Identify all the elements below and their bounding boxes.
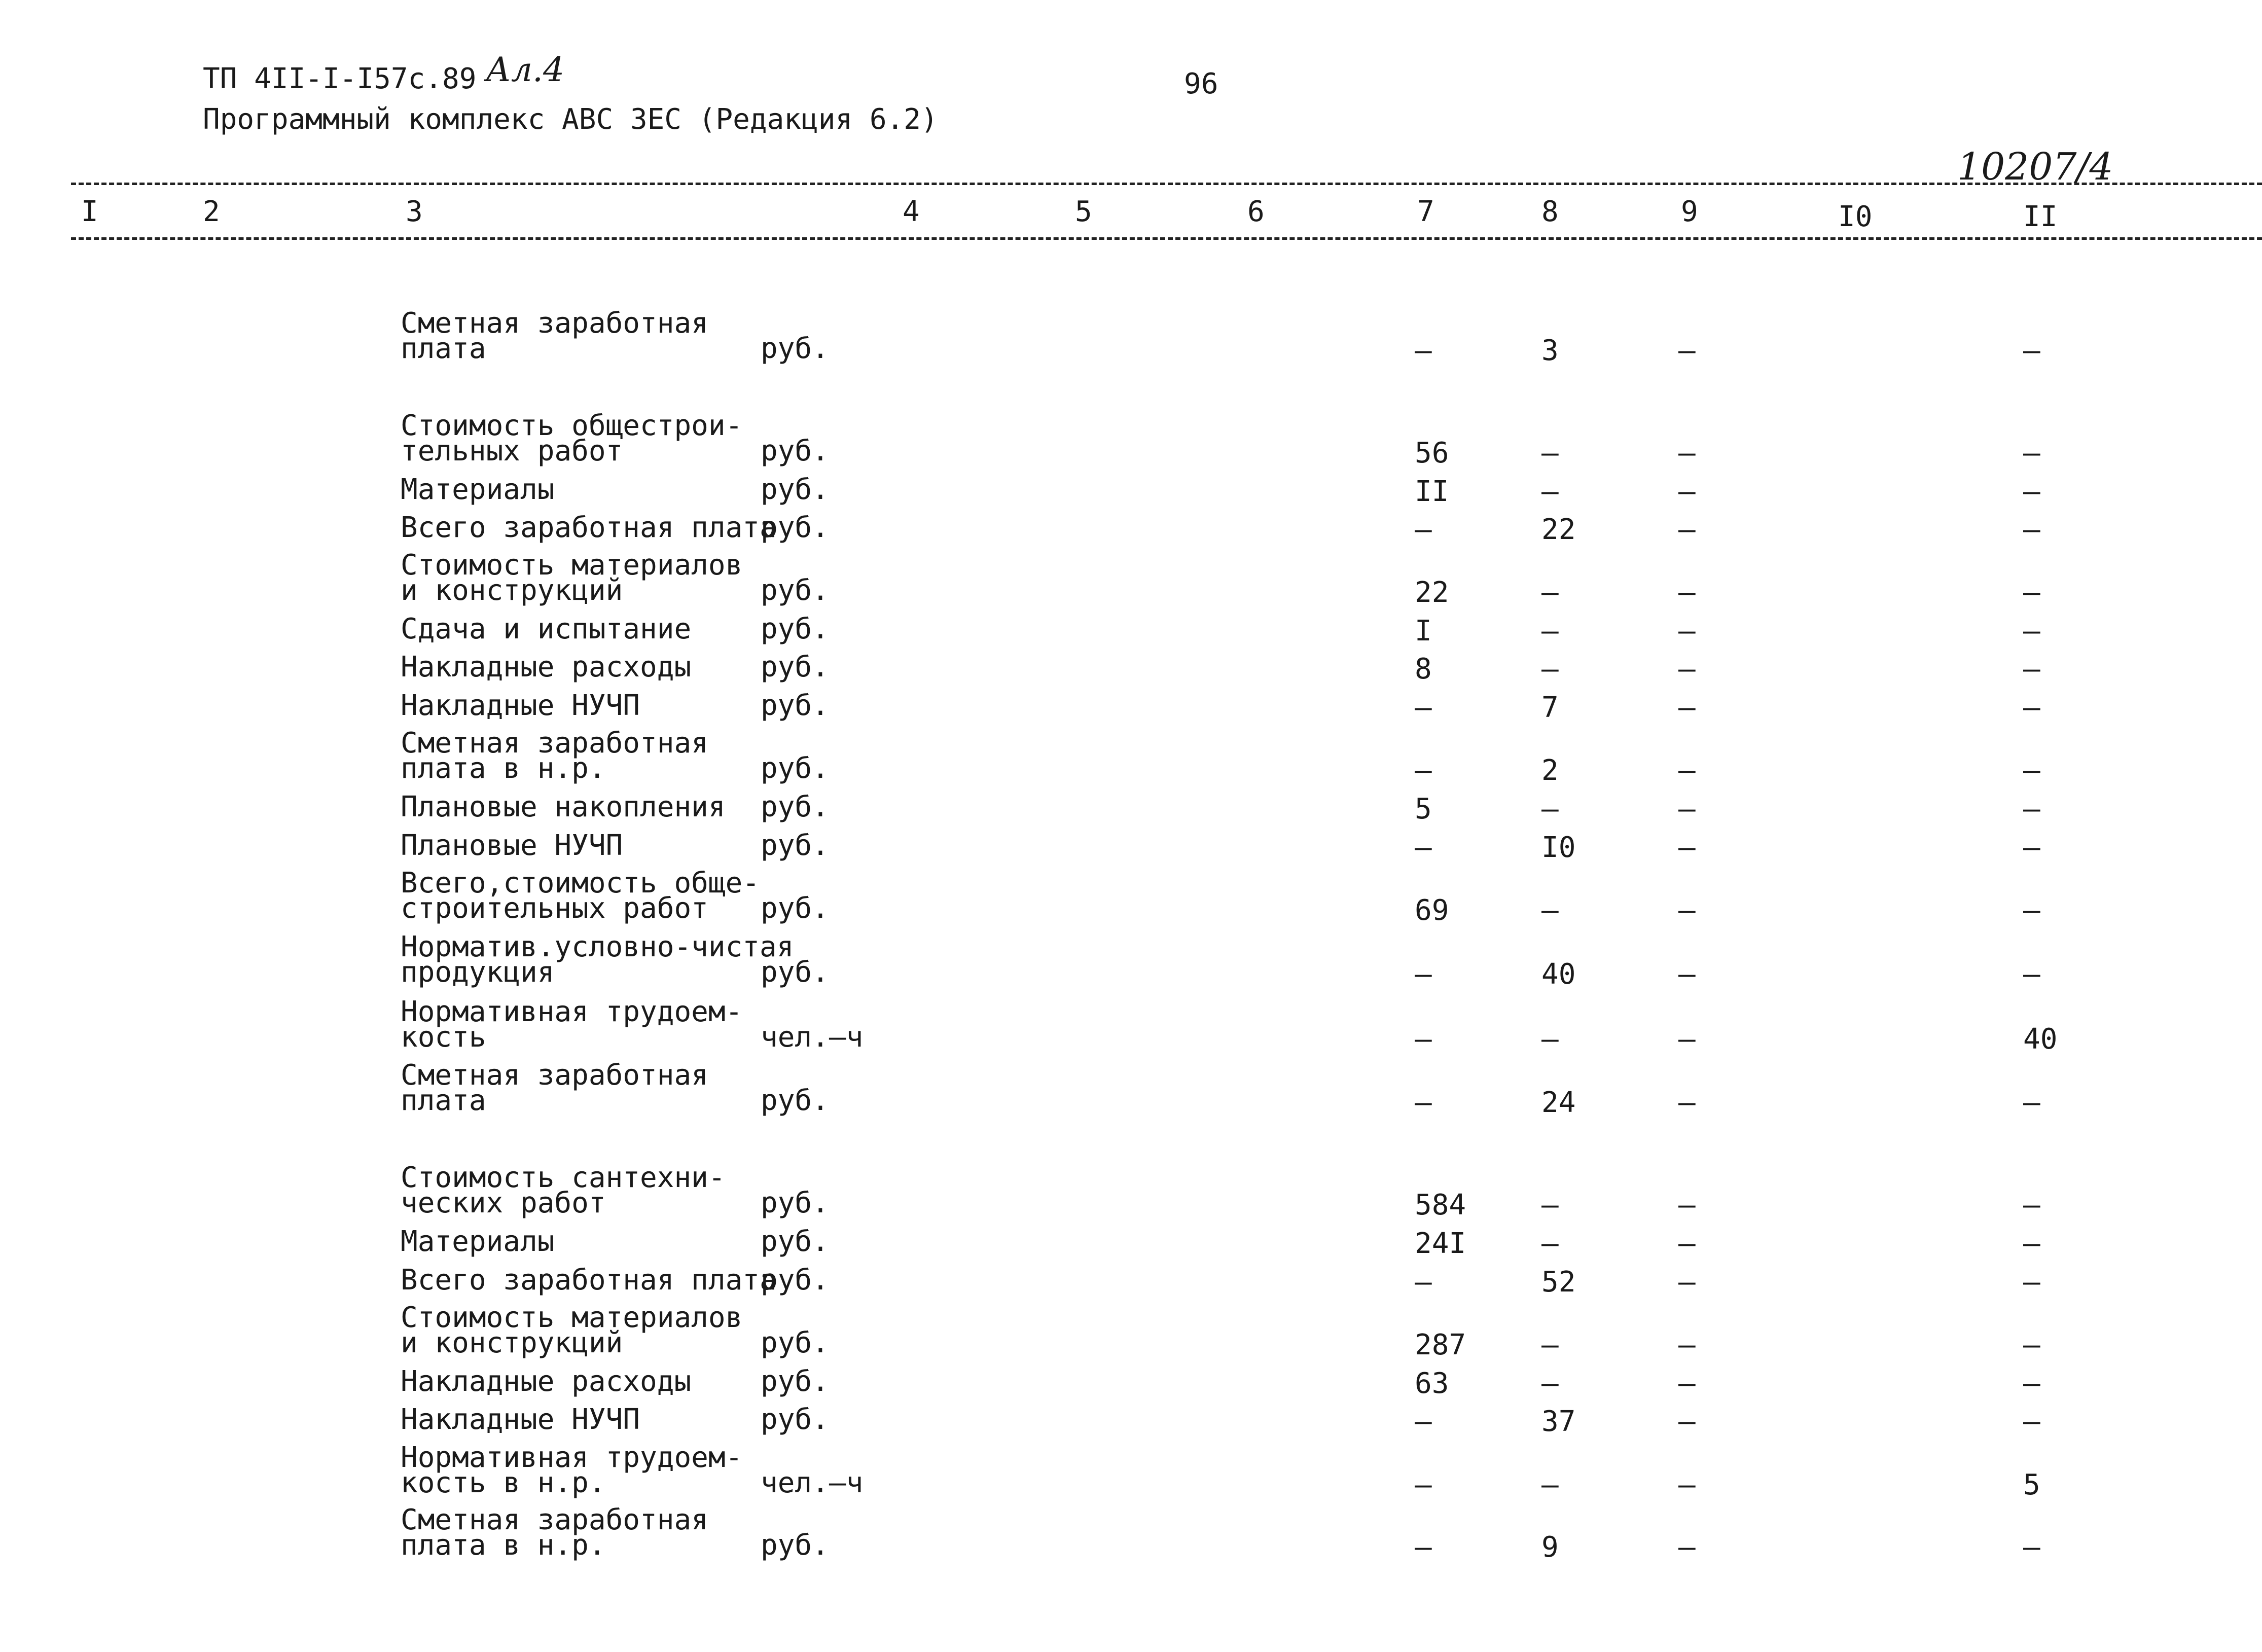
- row-label-cont: строительных работ: [401, 892, 708, 925]
- column-number-9: 9: [1681, 195, 1698, 228]
- row-unit: руб.: [761, 1403, 829, 1436]
- cell-col-9: –: [1678, 831, 1696, 864]
- cell-col-7: II: [1415, 475, 1449, 508]
- cell-col-9: –: [1678, 1227, 1696, 1260]
- cell-col-11: –: [2023, 334, 2040, 367]
- row-unit: руб.: [761, 1084, 829, 1117]
- document-subtitle: Программный комплекс АВС ЗЕС (Редакция 6.2): [203, 103, 938, 136]
- cell-col-7: 22: [1415, 576, 1449, 609]
- cell-col-9: –: [1678, 1405, 1696, 1438]
- row-label: Материалы: [401, 473, 555, 506]
- row-unit: руб.: [761, 1187, 829, 1219]
- cell-col-11: 5: [2023, 1468, 2040, 1501]
- row-label: Материалы: [401, 1225, 555, 1258]
- row-unit: руб.: [761, 752, 829, 785]
- row-label-cont: кость в н.р.: [401, 1466, 606, 1499]
- column-number-7: 7: [1417, 195, 1434, 228]
- cell-col-7: –: [1415, 691, 1432, 724]
- row-unit: руб.: [761, 1326, 829, 1359]
- cell-col-8: –: [1541, 437, 1559, 470]
- row-label-cont: и конструкций: [401, 1326, 623, 1359]
- row-unit: руб.: [761, 689, 829, 722]
- row-unit: чел.–ч: [761, 1021, 864, 1054]
- column-number-5: 5: [1075, 195, 1092, 228]
- column-number-8: 8: [1541, 195, 1559, 228]
- cell-col-7: –: [1415, 1266, 1432, 1299]
- cell-col-7: –: [1415, 513, 1432, 546]
- cell-col-9: –: [1678, 1531, 1696, 1564]
- cell-col-8: –: [1541, 1367, 1559, 1400]
- handwritten-ref: 10207/4: [1957, 145, 2113, 189]
- cell-col-11: 40: [2023, 1023, 2058, 1056]
- cell-col-11: –: [2023, 513, 2040, 546]
- cell-col-9: –: [1678, 576, 1696, 609]
- page-number: 96: [1184, 67, 1218, 100]
- cell-col-9: –: [1678, 1189, 1696, 1222]
- cell-col-7: –: [1415, 831, 1432, 864]
- cell-col-7: I: [1415, 615, 1432, 648]
- cell-col-9: –: [1678, 1266, 1696, 1299]
- cell-col-9: –: [1678, 1328, 1696, 1361]
- cell-col-9: –: [1678, 1023, 1696, 1056]
- row-unit: руб.: [761, 651, 829, 684]
- row-unit: руб.: [761, 1264, 829, 1297]
- column-number-1: I: [81, 195, 98, 228]
- cell-col-11: –: [2023, 1227, 2040, 1260]
- cell-col-8: –: [1541, 615, 1559, 648]
- cell-col-8: –: [1541, 894, 1559, 927]
- row-label-cont: кость: [401, 1021, 486, 1054]
- row-unit: руб.: [761, 435, 829, 468]
- cell-col-11: –: [2023, 653, 2040, 686]
- cell-col-7: 69: [1415, 894, 1449, 927]
- cell-col-9: –: [1678, 958, 1696, 991]
- column-number-3: 3: [406, 195, 423, 228]
- row-unit: руб.: [761, 956, 829, 989]
- cell-col-9: –: [1678, 513, 1696, 546]
- document-code: ТП 4II-I-I57с.89: [203, 62, 477, 95]
- cell-col-9: –: [1678, 653, 1696, 686]
- cell-col-8: 52: [1541, 1266, 1576, 1299]
- row-label-cont: и конструкций: [401, 574, 623, 607]
- cell-col-7: 8: [1415, 653, 1432, 686]
- row-label: Плановые накопления: [401, 791, 726, 823]
- column-number-10: I0: [1838, 200, 1873, 233]
- row-unit: руб.: [761, 1225, 829, 1258]
- row-unit: руб.: [761, 1365, 829, 1398]
- column-number-4: 4: [903, 195, 920, 228]
- cell-col-11: –: [2023, 1086, 2040, 1119]
- row-unit: руб.: [761, 791, 829, 823]
- row-label-cont: плата: [401, 332, 486, 365]
- cell-col-8: 22: [1541, 513, 1576, 546]
- cell-col-9: –: [1678, 1086, 1696, 1119]
- row-label: Сдача и испытание: [401, 613, 692, 645]
- cell-col-8: –: [1541, 1189, 1559, 1222]
- cell-col-8: –: [1541, 1328, 1559, 1361]
- header-top-rule: [71, 183, 2262, 185]
- cell-col-7: –: [1415, 958, 1432, 991]
- cell-col-11: –: [2023, 894, 2040, 927]
- cell-col-11: –: [2023, 754, 2040, 787]
- row-label-cont: плата в н.р.: [401, 752, 606, 785]
- cell-col-11: –: [2023, 1266, 2040, 1299]
- cell-col-11: –: [2023, 475, 2040, 508]
- row-label: Всего,стоимость обще-: [401, 867, 760, 900]
- cell-col-9: –: [1678, 793, 1696, 825]
- cell-col-7: –: [1415, 1531, 1432, 1564]
- row-label: Накладные НУЧП: [401, 689, 640, 722]
- cell-col-11: –: [2023, 831, 2040, 864]
- cell-col-7: –: [1415, 754, 1432, 787]
- row-label: Накладные НУЧП: [401, 1403, 640, 1436]
- header-bottom-rule: [71, 237, 2262, 240]
- cell-col-7: –: [1415, 1023, 1432, 1056]
- cell-col-11: –: [2023, 1405, 2040, 1438]
- row-label: Сметная заработная: [401, 1059, 708, 1092]
- cell-col-9: –: [1678, 1468, 1696, 1501]
- cell-col-7: –: [1415, 1468, 1432, 1501]
- row-unit: руб.: [761, 473, 829, 506]
- cell-col-11: –: [2023, 793, 2040, 825]
- row-label-cont: тельных работ: [401, 435, 623, 468]
- cell-col-8: –: [1541, 1468, 1559, 1501]
- cell-col-8: 3: [1541, 334, 1559, 367]
- cell-col-11: –: [2023, 576, 2040, 609]
- cell-col-11: –: [2023, 958, 2040, 991]
- cell-col-8: 40: [1541, 958, 1576, 991]
- row-label: Стоимость сантехни-: [401, 1161, 726, 1194]
- row-label: Сметная заработная: [401, 307, 708, 340]
- cell-col-9: –: [1678, 754, 1696, 787]
- row-label: Всего заработная плата: [401, 1264, 777, 1297]
- cell-col-8: I0: [1541, 831, 1576, 864]
- cell-col-8: 2: [1541, 754, 1559, 787]
- row-label: Накладные расходы: [401, 1365, 692, 1398]
- cell-col-8: –: [1541, 793, 1559, 825]
- cell-col-8: –: [1541, 653, 1559, 686]
- cell-col-7: 24I: [1415, 1227, 1466, 1260]
- cell-col-8: 37: [1541, 1405, 1576, 1438]
- cell-col-9: –: [1678, 615, 1696, 648]
- row-label: Нормативная трудоем-: [401, 995, 743, 1028]
- cell-col-7: –: [1415, 1086, 1432, 1119]
- row-unit: руб.: [761, 613, 829, 645]
- cell-col-11: –: [2023, 1367, 2040, 1400]
- row-unit: чел.–ч: [761, 1466, 864, 1499]
- cell-col-7: 63: [1415, 1367, 1449, 1400]
- cell-col-8: –: [1541, 475, 1559, 508]
- cell-col-8: 9: [1541, 1531, 1559, 1564]
- cell-col-7: 5: [1415, 793, 1432, 825]
- row-label: Плановые НУЧП: [401, 829, 623, 862]
- row-label: Накладные расходы: [401, 651, 692, 684]
- row-unit: руб.: [761, 1529, 829, 1562]
- row-label: Стоимость материалов: [401, 549, 743, 582]
- row-label: Стоимость общестрои-: [401, 409, 743, 442]
- cell-col-7: 56: [1415, 437, 1449, 470]
- cell-col-9: –: [1678, 894, 1696, 927]
- row-label-cont: плата в н.р.: [401, 1529, 606, 1562]
- column-number-6: 6: [1247, 195, 1265, 228]
- row-label-cont: продукция: [401, 956, 555, 989]
- cell-col-7: –: [1415, 334, 1432, 367]
- row-label-cont: плата: [401, 1084, 486, 1117]
- row-unit: руб.: [761, 574, 829, 607]
- cell-col-11: –: [2023, 1328, 2040, 1361]
- cell-col-8: –: [1541, 1227, 1559, 1260]
- row-label: Норматив.условно-чистая: [401, 930, 794, 963]
- cell-col-11: –: [2023, 691, 2040, 724]
- cell-col-9: –: [1678, 475, 1696, 508]
- cell-col-7: –: [1415, 1405, 1432, 1438]
- cell-col-9: –: [1678, 437, 1696, 470]
- column-number-2: 2: [203, 195, 220, 228]
- row-unit: руб.: [761, 892, 829, 925]
- cell-col-11: –: [2023, 615, 2040, 648]
- row-label: Нормативная трудоем-: [401, 1441, 743, 1474]
- cell-col-11: –: [2023, 1531, 2040, 1564]
- cell-col-7: 584: [1415, 1189, 1466, 1222]
- cell-col-9: –: [1678, 691, 1696, 724]
- row-label: Сметная заработная: [401, 1503, 708, 1536]
- row-label-cont: ческих работ: [401, 1187, 606, 1219]
- column-number-11: II: [2023, 200, 2058, 233]
- cell-col-7: 287: [1415, 1328, 1466, 1361]
- cell-col-8: 24: [1541, 1086, 1576, 1119]
- row-unit: руб.: [761, 332, 829, 365]
- cell-col-9: –: [1678, 1367, 1696, 1400]
- cell-col-8: 7: [1541, 691, 1559, 724]
- row-label: Стоимость материалов: [401, 1301, 743, 1334]
- cell-col-8: –: [1541, 1023, 1559, 1056]
- cell-col-11: –: [2023, 1189, 2040, 1222]
- row-label: Сметная заработная: [401, 727, 708, 760]
- cell-col-8: –: [1541, 576, 1559, 609]
- cell-col-9: –: [1678, 334, 1696, 367]
- row-label: Всего заработная плата: [401, 511, 777, 544]
- row-unit: руб.: [761, 829, 829, 862]
- row-unit: руб.: [761, 511, 829, 544]
- handwritten-code: Ал.4: [486, 50, 564, 89]
- cell-col-11: –: [2023, 437, 2040, 470]
